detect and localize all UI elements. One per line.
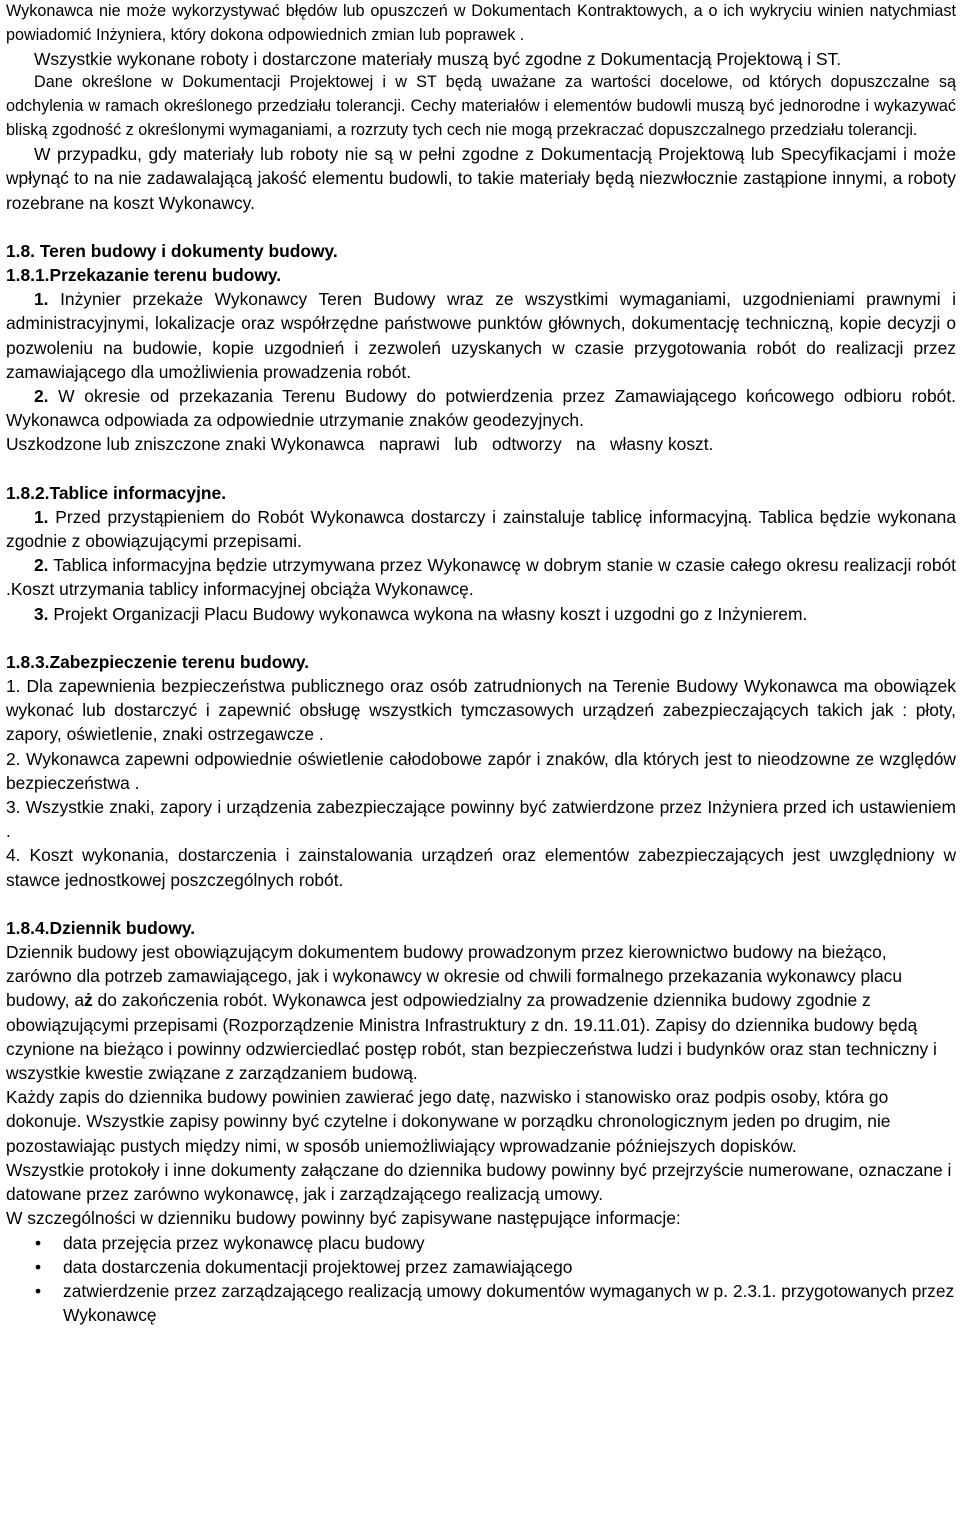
item-number: 1.	[34, 289, 49, 310]
list-item: • data przejęcia przez wykonawcę placu budowy	[6, 1231, 956, 1255]
item-number: 2.	[34, 555, 49, 576]
item-text: Przed przystąpieniem do Robót Wykonawca dostarczy i zainstaluje tablicę informacyjną. Tablica będzie wykonana zgodnie z obowiązującymi przepisami.	[6, 506, 956, 552]
item-1-8-3-4: 4. Koszt wykonania, dostarczenia i zainstalowania urządzeń oraz elementów zabezpieczających jest uwzględniony w stawce jednostkowej poszczególnych robót.	[6, 845, 956, 890]
list-item: • data dostarczenia dokumentacji projektowej przez zamawiającego	[6, 1255, 956, 1279]
item-1-8-2-2	[6, 553, 956, 601]
bullet-icon: •	[35, 1280, 42, 1301]
item-1-8-1-2-continued: Uszkodzone lub zniszczone znaki Wykonawca naprawi lub odtworzy na własny koszt.	[6, 434, 714, 455]
item-1-8-3-1: 1. Dla zapewnienia bezpieczeństwa publicznego oraz osób zatrudnionych na Terenie Budowy Wykonawca ma obowiązek wykonać lub dostarczyć i zapewnić obsługę wszystkich tymczasowych urządzeń zabezpieczających takich jak : płoty, zapory, oświetlenie, znaki ostrzegawcze .	[6, 676, 956, 745]
section-heading-1-8-3: 1.8.3.Zabezpieczenie terenu budowy.	[6, 651, 310, 672]
item-text: W okresie od przekazania Terenu Budowy do potwierdzenia przez Zamawiającego końcowego odbioru robót. Wykonawca odpowiada za odpowiednie utrzymanie znaków geodezyjnych.	[6, 386, 956, 431]
section-heading-1-8-4: 1.8.4.Dziennik budowy.	[6, 917, 196, 938]
item-text: Projekt Organizacji Placu Budowy wykonawca wykona na własny koszt i uzgodni go z Inżynierem.	[48, 603, 808, 624]
item-1-8-2-3	[6, 602, 956, 626]
bullet-icon: •	[35, 1232, 42, 1253]
list-item: • zatwierdzenie przez zarządzającego realizacją umowy dokumentów wymaganych w p. 2.3.1. przygotowanych przez Wykonawcę	[35, 1280, 955, 1326]
item-text: Tablica informacyjna będzie utrzymywana przez Wykonawcę w dobrym stanie w czasie całego okresu realizacji robót .Koszt utrzymania tablicy informacyjnej obciąża Wykonawcę.	[6, 555, 956, 600]
paragraph-compliance: Wszystkie wykonane roboty i dostarczone materiały muszą być zgodne z Dokumentacją Projektową i ST.	[34, 49, 842, 70]
item-1-8-3-2: 2. Wykonawca zapewni odpowiednie oświetlenie całodobowe zapór i znaków, dla których jest to nieodzowne ze względów bezpieczeństwa .	[6, 748, 956, 793]
item-number: 2.	[34, 386, 49, 406]
item-number: 1.	[34, 506, 49, 527]
document-page	[6, 0, 956, 1327]
paragraph-replacement: W przypadku, gdy materiały lub roboty nie są w pełni zgodne z Dokumentacją Projektową lub Specyfikacjami i może wpłynąć to na nie zadawalającą jakość elementu budowli, to takie materiały będą niezwłocznie zastąpione innymi, a roboty rozebrane na koszt Wykonawcy.	[6, 144, 956, 213]
paragraph-diary-protocols: Wszystkie protokoły i inne dokumenty załączane do dziennika budowy powinny być przejrzyście numerowane, oznaczane i datowane przez zarówno wykonawcę, jak i zarządzającego realizacją umowy.	[6, 1159, 952, 1205]
bold-letter: ż	[84, 990, 93, 1011]
paragraph-errors: Wykonawca nie może wykorzystywać błędów lub opuszczeń w Dokumentach Kontraktowych, a o ich wykryciu winien natychmiast powiadomić Inżyniera, który dokona odpowiednich zmian lub poprawek .	[6, 2, 956, 44]
paragraph-diary-entries: Każdy zapis do dziennika budowy powinien zawierać jego datę, nazwisko i stanowisko oraz podpis osoby, która go dokonuje. Wszystkie zapisy powinny być czytelne i dokonywane w porządku chronologicznym jeden po drugim, nie pozostawiając pustych między nimi, w sposób uniemożliwiający wprowadzanie późniejszych dopisków.	[6, 1087, 891, 1156]
diary-info-list	[6, 1231, 956, 1328]
section-heading-1-8-2: 1.8.2.Tablice informacyjne.	[6, 482, 227, 503]
item-text: Inżynier przekaże Wykonawcy Teren Budowy wraz ze wszystkimi wymaganiami, uzgodnieniami prawnymi i administracyjnymi, lokalizacje oraz współrzędne państwowe punktów głównych, dokumentację techniczną, kopie decyzji o pozwoleniu na budowie, kopie uzgodnień i zezwoleń uzyskanych w czasie przygotowania robót do realizacji przez zamawiającego dla umożliwienia prowadzenia robót.	[6, 289, 956, 382]
item-1-8-2-1	[6, 505, 956, 553]
paragraph-diary-info-intro: W szczególności w dzienniku budowy powinny być zapisywane następujące informacje:	[6, 1208, 681, 1229]
item-1-8-1-2	[6, 384, 956, 432]
section-heading-1-8: 1.8. Teren budowy i dokumenty budowy.	[6, 240, 338, 261]
section-heading-1-8-1: 1.8.1.Przekazanie terenu budowy.	[6, 264, 282, 285]
item-1-8-1-1	[6, 287, 956, 384]
item-1-8-3-3: 3. Wszystkie znaki, zapory i urządzenia zabezpieczające powinny być zatwierdzone przez Inżyniera przed ich ustawieniem .	[6, 797, 956, 842]
paragraph-tolerances: Dane określone w Dokumentacji Projektowej i w ST będą uważane za wartości docelowe, od których dopuszczalne są odchylenia w ramach określonego przedziału tolerancji. Cechy materiałów i elementów budowli muszą być jednorodne i wykazywać bliską zgodność z określonymi wymaganiami, a rozrzuty tych cech nie mogą przekraczać dopuszczalnego przedziału tolerancji.	[6, 73, 956, 139]
bullet-icon: •	[35, 1256, 42, 1277]
paragraph-diary-definition: Dziennik budowy jest obowiązującym dokumentem budowy prowadzonym przez kierownictwo budowy na bieżąco, zarówno dla potrzeb zamawiającego, jak i wykonawcy w okresie od chwili formalnego przekazania wykonawcy placu budowy, aż do zakończenia robót. Wykonawca jest odpowiedzialny za prowadzenie dziennika budowy zgodnie z obowiązującymi przepisami (Rozporządzenie Ministra Infrastruktury z dn. 19.11.01). Zapisy do dziennika budowy będą czynione na bieżąco i powinny odzwierciedlać postęp robót, stan bezpieczeństwa ludzi i budynków oraz stan techniczny i wszystkie kwestie związane z zarządzaniem budową.	[6, 942, 937, 1084]
item-number: 3.	[34, 603, 49, 624]
